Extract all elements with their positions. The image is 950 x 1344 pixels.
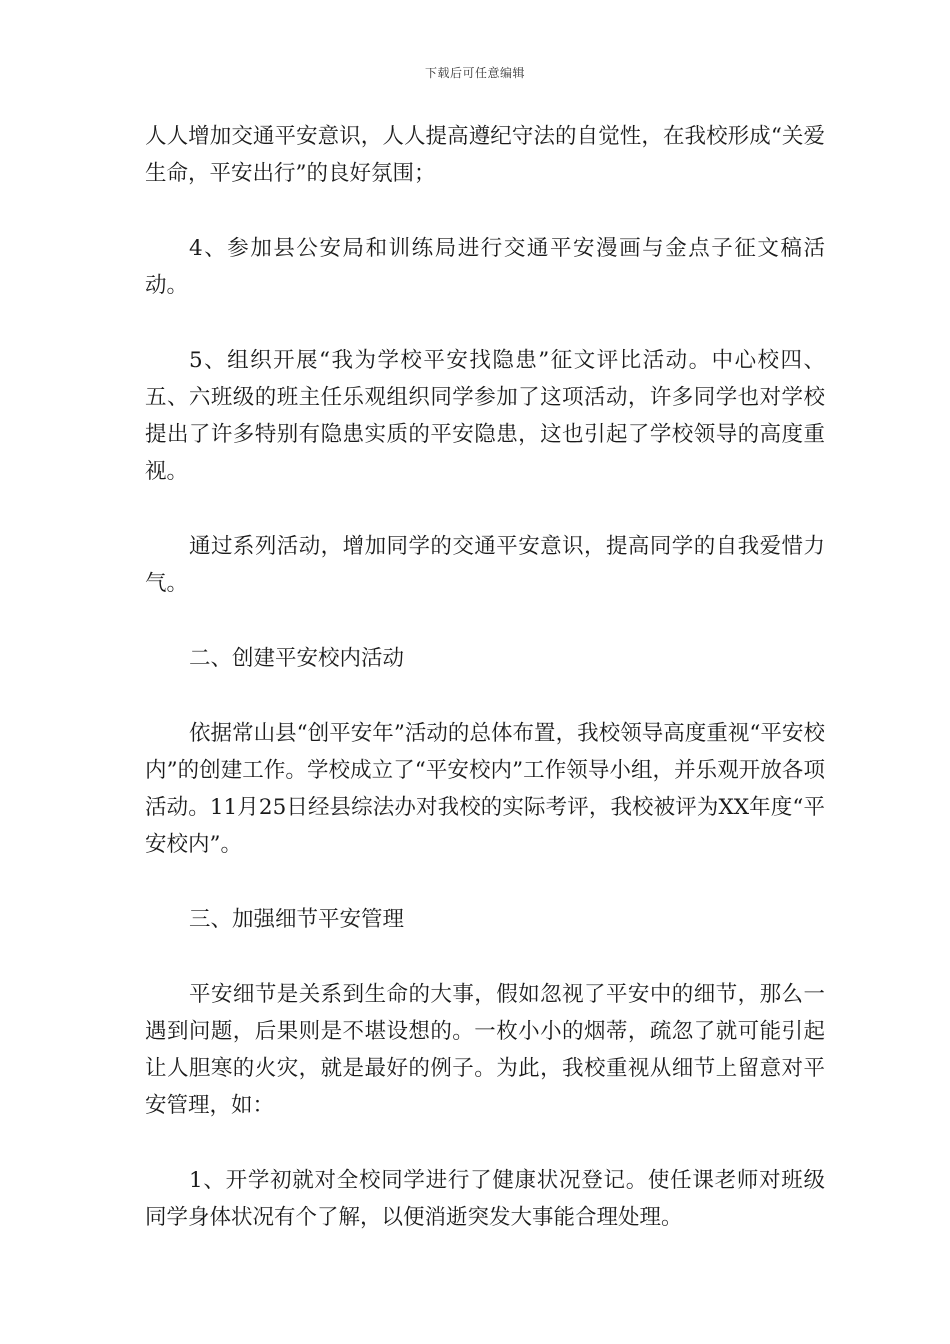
section-heading-2: 二、创建平安校内活动	[189, 646, 405, 671]
paragraph-1: 人人增加交通平安意识，人人提高遵纪守法的自觉性，在我校形成“关爱生命，平安出行”的良好氛围；	[145, 124, 825, 186]
page-header: 下载后可任意编辑	[424, 66, 525, 80]
paragraph-9: 1、开学初就对全校同学进行了健康状况登记。使任课老师对班级同学身体状况有个了解，以便消逝突发大事能合理处理。	[145, 1168, 825, 1230]
paragraph-2: 4、参加县公安局和训练局进行交通平安漫画与金点子征文稿活动。	[145, 236, 825, 298]
document-body	[145, 118, 825, 1274]
paragraph-4: 通过系列活动，增加同学的交通平安意识，提高同学的自我爱惜力气。	[145, 534, 825, 596]
paragraph-6: 依据常山县“创平安年”活动的总体布置，我校领导高度重视“平安校内”的创建工作。学校成立了“平安校内”工作领导小组，并乐观开放各项活动。11月25日经县综法办对我校的实际考评，我校被评为XX年度“平安校内”。	[145, 721, 825, 857]
section-heading-3: 三、加强细节平安管理	[189, 907, 405, 932]
paragraph-8: 平安细节是关系到生命的大事，假如忽视了平安中的细节，那么一遇到问题，后果则是不堪设想的。一枚小小的烟蒂，疏忽了就可能引起让人胆寒的火灾，就是最好的例子。为此，我校重视从细节上留意对平安管理，如：	[145, 982, 825, 1118]
paragraph-3: 5、组织开展“我为学校平安找隐患”征文评比活动。中心校四、五、六班级的班主任乐观组织同学参加了这项活动，许多同学也对学校提出了许多特别有隐患实质的平安隐患，这也引起了学校领导的高度重视。	[145, 348, 825, 484]
